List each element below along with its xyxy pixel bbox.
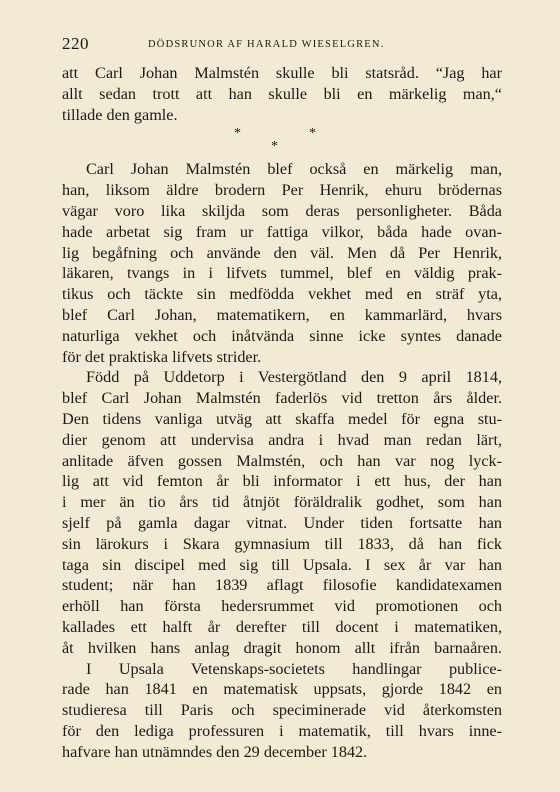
text-line: allt sedan trott att han skulle bli en märkelig man,“ xyxy=(62,84,502,103)
text-line: sjelf på gamla dagar vitnat. Under tiden fortsatte han xyxy=(62,513,502,532)
page-number: 220 xyxy=(62,34,89,53)
text-line: Den tidens vanliga utväg att skaffa medel för egna stu- xyxy=(62,409,502,428)
text-line: i mer än tio års tid åtnjöt föräldralik godhet, som han xyxy=(62,493,502,512)
text-line: tikus och täckte sin medfödda vekhet med en sträf yta, xyxy=(62,285,502,304)
text-line: blef Carl Johan, matematikern, en kammarlärd, hvars xyxy=(62,305,502,324)
text-line: Carl Johan Malmstén blef också en märkelig man, xyxy=(86,160,502,179)
text-line: rade han 1841 en matematisk uppsats, gjorde 1842 en xyxy=(62,680,502,699)
text-line: hade arbetat sig fram ur fattiga vilkor, båda hade ovan- xyxy=(62,222,502,241)
section-break xyxy=(62,125,502,159)
text-line: Född på Uddetorp i Vestergötland den 9 april 1814, xyxy=(86,368,502,387)
text-line: blef Carl Johan Malmstén faderlös vid tretton års ålder. xyxy=(62,389,502,408)
text-line: naturliga vekhet och inåtvända sinne icke syntes danade xyxy=(62,326,502,345)
text-line: student; när han 1839 aflagt filosofie kandidatexamen xyxy=(62,576,502,595)
text-line: åt hvilken hans anlag dragit honom allt ifrån barnaåren. xyxy=(62,638,502,657)
text-line: anlitade äfven gossen Malmstén, och han var nog lyck- xyxy=(62,451,502,470)
text-line: hafvare han utnämndes den 29 december 1842. xyxy=(62,742,368,761)
paragraph-2 xyxy=(62,159,502,367)
text-line: att Carl Johan Malmstén skulle bli statsråd. “Jag har xyxy=(62,64,502,82)
text-line: dier genom att undervisa andra i hvad man redan lärt, xyxy=(62,430,502,449)
asterisk-mark: * xyxy=(271,139,278,155)
body-text xyxy=(62,63,502,763)
text-line: lig att vid femton år bli informator i ett hus, der han xyxy=(62,472,502,491)
text-line: vägar voro lika skiljda som deras personligheter. Båda xyxy=(62,201,502,220)
asterisk-mark: * xyxy=(309,126,316,142)
text-line: taga sin discipel med sig till Upsala. I sex år var han xyxy=(62,555,502,574)
running-title: DÖDSRUNOR AF HARALD WIESELGREN. xyxy=(148,39,385,50)
text-line: I Upsala Vetenskaps-societets handlingar publice- xyxy=(86,659,502,678)
text-line: erhöll han första hedersrummet vid promotionen och xyxy=(62,597,502,616)
text-line: studieresa till Paris och speciminerade vid återkomsten xyxy=(62,701,502,720)
text-line: läkaren, tvangs in i lifvets tummel, blef en väldig prak- xyxy=(62,264,502,283)
paragraph-3 xyxy=(62,367,502,658)
page-header xyxy=(62,34,502,54)
text-line: han, liksom äldre brodern Per Henrik, ehuru brödernas xyxy=(62,181,502,200)
text-line: för det praktiska lifvets strider. xyxy=(62,347,262,366)
text-line: sin lärokurs i Skara gymnasium till 1833, då han fick xyxy=(62,534,502,553)
text-line: lig begåfning och använde den väl. Men då Per Henrik, xyxy=(62,243,502,262)
text-line: tillade den gamle. xyxy=(62,105,178,124)
paragraph-1 xyxy=(62,63,502,125)
text-line: kallades ett halft år derefter till docent i matematiken, xyxy=(62,617,502,636)
text-line: för den lediga professuren i matematik, till hvars inne- xyxy=(62,721,502,740)
paragraph-4 xyxy=(62,659,502,763)
asterisk-mark: * xyxy=(234,126,241,142)
